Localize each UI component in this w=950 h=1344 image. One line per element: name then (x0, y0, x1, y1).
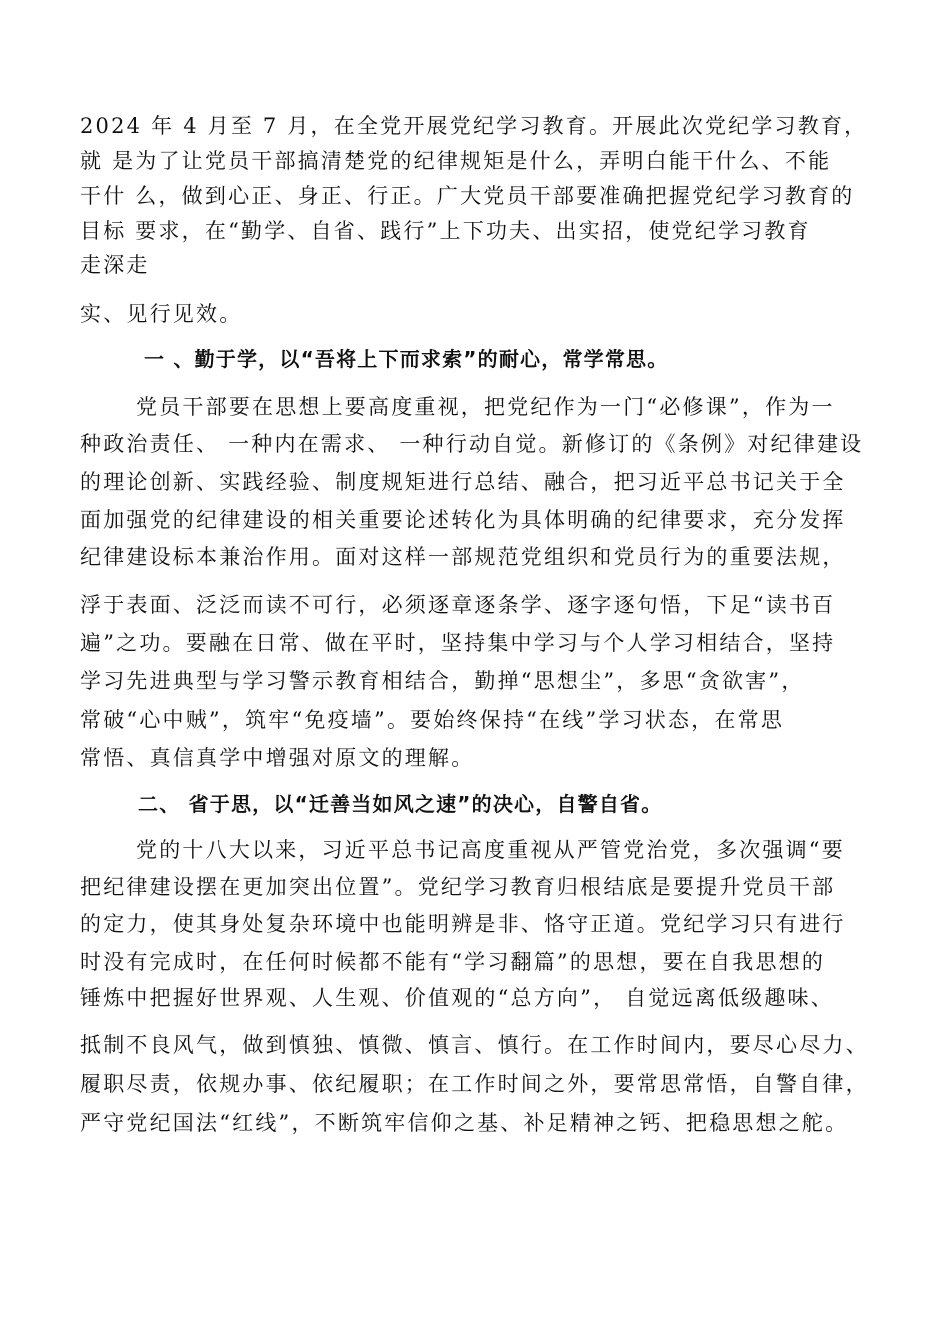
intro-line-2: 就 是为了让党员干部搞清楚党的纪律规矩是什么，弄明白能干什么、不能 (80, 149, 832, 173)
intro-line-6: 实、见行见效。 (80, 302, 243, 326)
section-2-line-6: 抵制不良风气，做到慎独、慎微、慎言、慎行。在工作时间内，要尽心尽力、 (80, 1033, 869, 1057)
section-2-line-5: 锤炼中把握好世界观、人生观、价值观的“总方向”， 自觉远离低级趣味、 (80, 986, 834, 1010)
section-1-line-1: 党员干部要在思想上要高度重视，把党纪作为一门“必修课”，作为一 (136, 395, 835, 419)
section-2-heading: 二、 省于思，以“迁善当如风之速”的决心，自警自省。 (138, 792, 663, 816)
section-1-line-10: 常悟、真信真学中增强对原文的理解。 (80, 746, 475, 770)
section-1-line-9: 常破“心中贼”，筑牢“免疫墙”。要始终保持“在线”学习状态，在常思 (80, 708, 785, 732)
section-1-line-3: 的理论创新、实践经验、制度规矩进行总结、融合，把习近平总书记关于全 (80, 470, 846, 494)
section-2-line-8: 严守党纪国法“红线”，不断筑牢信仰之基、补足精神之钙、把稳思想之舵。 (80, 1111, 849, 1135)
section-2-line-3: 的定力，使其身处复杂环境中也能明辨是非、恪守正道。党纪学习只有进行 (80, 912, 846, 936)
section-1-line-8: 学习先进典型与学习警示教育相结合，勤掸“思想尘”，多思“贪欲害”， (80, 669, 805, 693)
section-1-heading: 一 、勤于学，以“吾将上下而求索”的耐心，常学常思。 (144, 347, 669, 371)
section-1-line-7: 遍”之功。要融在日常、做在平时，坚持集中学习与个人学习相结合，坚持 (80, 631, 836, 655)
section-2-line-1: 党的十八大以来，习近平总书记高度重视从严管党治党，多次强调“要 (136, 838, 845, 862)
section-2-line-2: 把纪律建设摆在更加突出位置”。党纪学习教育归根结底是要提升党员干部 (80, 875, 836, 899)
intro-line-5: 走深走 (80, 253, 150, 277)
section-1-line-2: 种政治责任、 一种内在需求、 一种行动自觉。新修订的《条例》对纪律建设 (80, 432, 864, 456)
section-1-line-6: 浮于表面、泛泛而读不可行，必须逐章逐条学、逐字逐句悟，下足“读书百 (80, 593, 836, 617)
intro-line-4: 目标 要求，在“勤学、自省、践行”上下功夫、出实招，使党纪学习教育 (80, 219, 811, 243)
section-2-line-4: 时没有完成时，在任何时候都不能有“学习翻篇”的思想，要在自我思想的 (80, 950, 826, 974)
section-1-line-4: 面加强党的纪律建设的相关重要论述转化为具体明确的纪律要求，充分发挥 (80, 508, 846, 532)
intro-line-1: 2024 年 4 月至 7 月，在全党开展党纪学习教育。开展此次党纪学习教育， (80, 114, 868, 138)
section-2-line-7: 履职尽责，依规办事、依纪履职；在工作时间之外，要常思常悟，自警自律， (80, 1072, 869, 1096)
intro-line-3: 干什 么，做到心正、身正、行正。广大党员干部要准确把握党纪学习教育的 (80, 184, 855, 208)
section-1-line-5: 纪律建设标本兼治作用。面对这样一部规范党组织和党员行为的重要法规， (80, 545, 846, 569)
